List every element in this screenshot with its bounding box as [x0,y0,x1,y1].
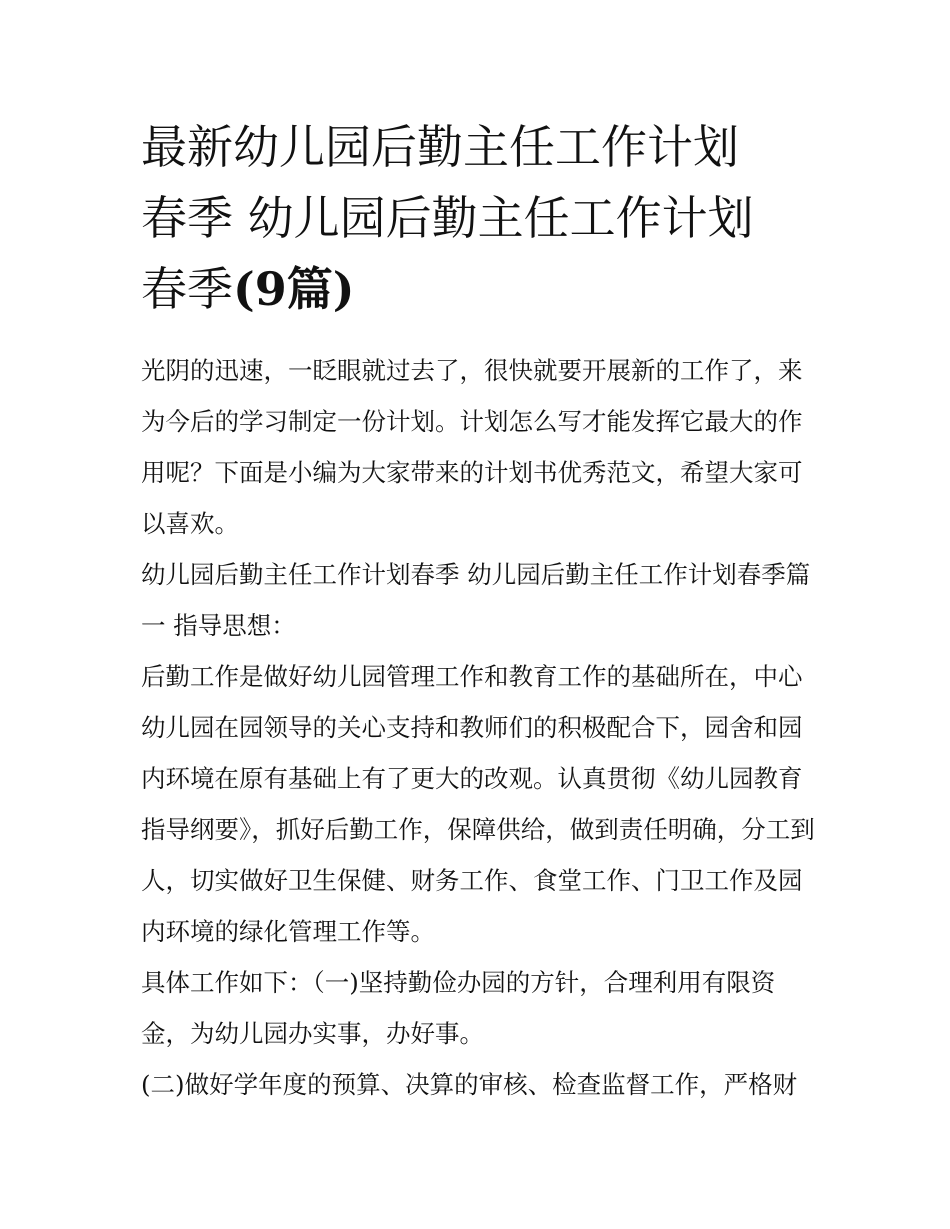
title-line-3-prefix: 春季 [141,262,233,316]
section-heading: 幼儿园后勤主任工作计划春季 幼儿园后勤主任工作计划春季篇一 指导思想： [141,560,811,640]
body-paragraph: (二)做好学年度的预算、决算的审核、检查监督工作，严格财 [141,1070,798,1099]
title-line-2: 春季 幼儿园后勤主任工作计划 [141,191,754,245]
title-line-3-suffix: (9篇) [233,262,355,316]
title-line-1: 最新幼儿园后勤主任工作计划 [141,120,739,174]
document-content [141,112,821,1110]
body-paragraph: 后勤工作是做好幼儿园管理工作和教育工作的基础所在，中心幼儿园在园领导的关心支持和教师们的积极配合下，园舍和园内环境在原有基础上有了更大的改观。认真贯彻《幼儿园教育指导纲要》，抓好后勤工作，保障供给，做到责任明确，分工到人，切实做好卫生保健、财务工作、食堂工作、门卫工作及园内环境的绿化管理工作等。 [141,662,815,946]
document-title [141,112,821,325]
intro-paragraph: 光阴的迅速，一眨眼就过去了，很快就要开展新的工作了，来为今后的学习制定一份计划。计划怎么写才能发挥它最大的作用呢？下面是小编为大家带来的计划书优秀范文，希望大家可以喜欢。 [141,356,803,538]
body-paragraph: 具体工作如下：（一)坚持勤俭办园的方针，合理利用有限资金，为幼儿园办实事，办好事。 [141,968,776,1048]
